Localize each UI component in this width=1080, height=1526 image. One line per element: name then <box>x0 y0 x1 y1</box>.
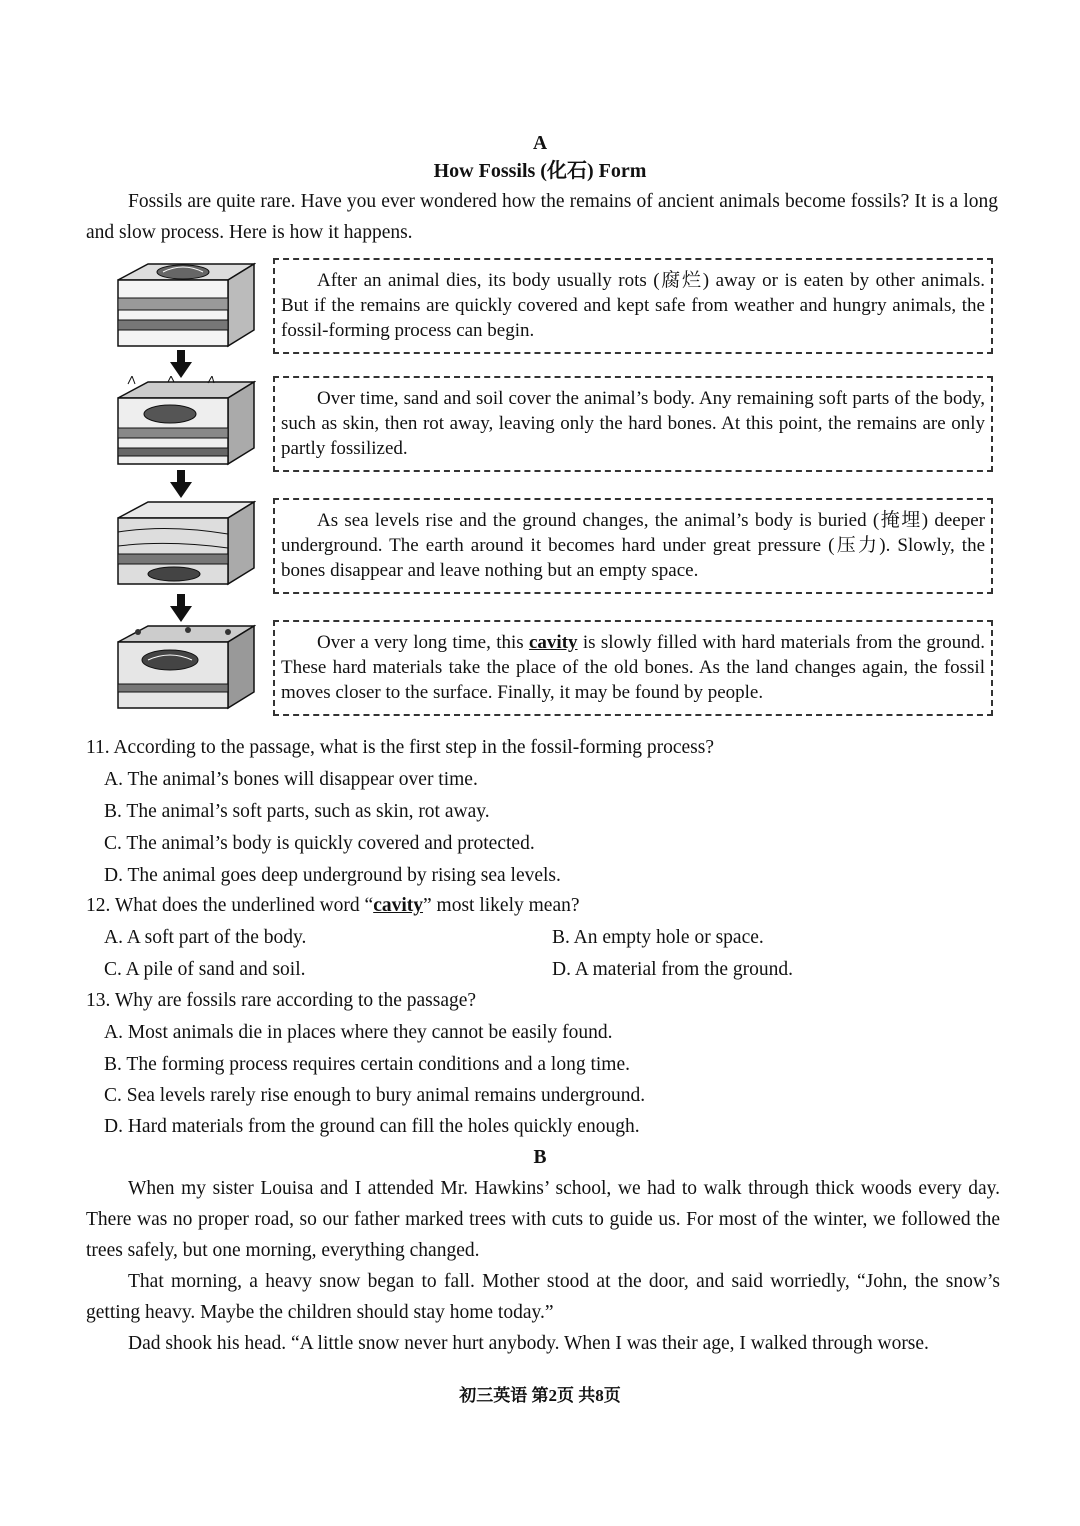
down-arrow-icon <box>170 350 192 378</box>
section-b-label: B <box>533 1147 547 1168</box>
passage-title: How Fossils (化石) Form <box>433 160 647 182</box>
passage-b-paragraph-1: When my sister Louisa and I attended Mr. Hawkins’ school, we had to walk through thick woods every day. There was no proper road, so our father marked trees with cuts to guide us. For most of the winter, we followed the trees safely, but one morning, everything changed. <box>86 1178 1000 1261</box>
underlined-word: cavity <box>373 895 424 916</box>
step-4-text-box <box>273 620 993 716</box>
q13-option-b: B. The forming process requires certain conditions and a long time. <box>104 1054 631 1075</box>
question-11-stem: 11. According to the passage, what is the first step in the fossil-forming process? <box>86 737 715 758</box>
q13-option-c: C. Sea levels rarely rise enough to bury animal remains underground. <box>104 1085 646 1106</box>
step-2-text-box <box>273 376 993 472</box>
q13-option-d: D. Hard materials from the ground can fill the holes quickly enough. <box>104 1116 640 1137</box>
page-footer: 初三英语 第2页 共8页 <box>459 1386 621 1405</box>
fossil-step-2-illustration <box>108 376 256 468</box>
q13-option-a: A. Most animals die in places where they cannot be easily found. <box>104 1022 613 1043</box>
intro-paragraph: Fossils are quite rare. Have you ever wondered how the remains of ancient animals become fossils? It is a long and slow process. Here is how it happens. <box>86 191 998 243</box>
down-arrow-icon <box>170 470 192 498</box>
q12-option-b: B. An empty hole or space. <box>552 927 764 948</box>
section-a-label: A <box>532 133 548 154</box>
step-3-text-box <box>273 498 993 594</box>
fossil-step-1-illustration <box>108 258 256 350</box>
q11-option-d: D. The animal goes deep underground by rising sea levels. <box>104 865 561 886</box>
passage-b-paragraph-3: Dad shook his head. “A little snow never hurt anybody. When I was their age, I walked through worse. <box>128 1333 929 1354</box>
q12-option-c: C. A pile of sand and soil. <box>104 959 306 980</box>
step-1-text-box <box>273 258 993 354</box>
question-13-stem: 13. Why are fossils rare according to the passage? <box>86 990 477 1011</box>
question-12-stem: 12. What does the underlined word “cavity” most likely mean? <box>86 895 580 916</box>
q11-option-a: A. The animal’s bones will disappear over time. <box>104 769 478 790</box>
q12-option-d: D. A material from the ground. <box>552 959 793 980</box>
q11-option-b: B. The animal’s soft parts, such as skin, rot away. <box>104 801 490 822</box>
step-4-text: Over a very long time, this cavity is slowly filled with hard materials from the ground. These hard materials take the place of the old bones. As the land changes again, the fossil moves closer to the surface. Finally, it may be found by people. <box>281 632 985 703</box>
q11-option-c: C. The animal’s body is quickly covered and protected. <box>104 833 535 854</box>
passage-b-paragraph-2: That morning, a heavy snow began to fall. Mother stood at the door, and said worriedly, “John, the snow’s getting heavy. Maybe the children should stay home today.” <box>86 1271 1000 1323</box>
step-2-text: Over time, sand and soil cover the animal’s body. Any remaining soft parts of the body, such as skin, then rot away, leaving only the hard bones. At this point, the remains are only partly fossilized. <box>281 388 985 459</box>
fossil-step-4-illustration <box>108 620 256 712</box>
step-1-text: After an animal dies, its body usually rots (腐烂) away or is eaten by other animals. But if the remains are quickly covered and kept safe from weather and hungry animals, the fossil-forming process can begin. <box>281 270 985 341</box>
step-3-text: As sea levels rise and the ground changes, the animal’s body is buried (掩埋) deeper underground. The earth around it becomes hard under great pressure (压力). Slowly, the bones disappear and leave nothing but an empty space. <box>281 510 985 581</box>
underlined-word: cavity <box>529 632 578 653</box>
down-arrow-icon <box>170 594 192 622</box>
fossil-step-3-illustration <box>108 496 256 588</box>
q12-option-a: A. A soft part of the body. <box>104 927 307 948</box>
